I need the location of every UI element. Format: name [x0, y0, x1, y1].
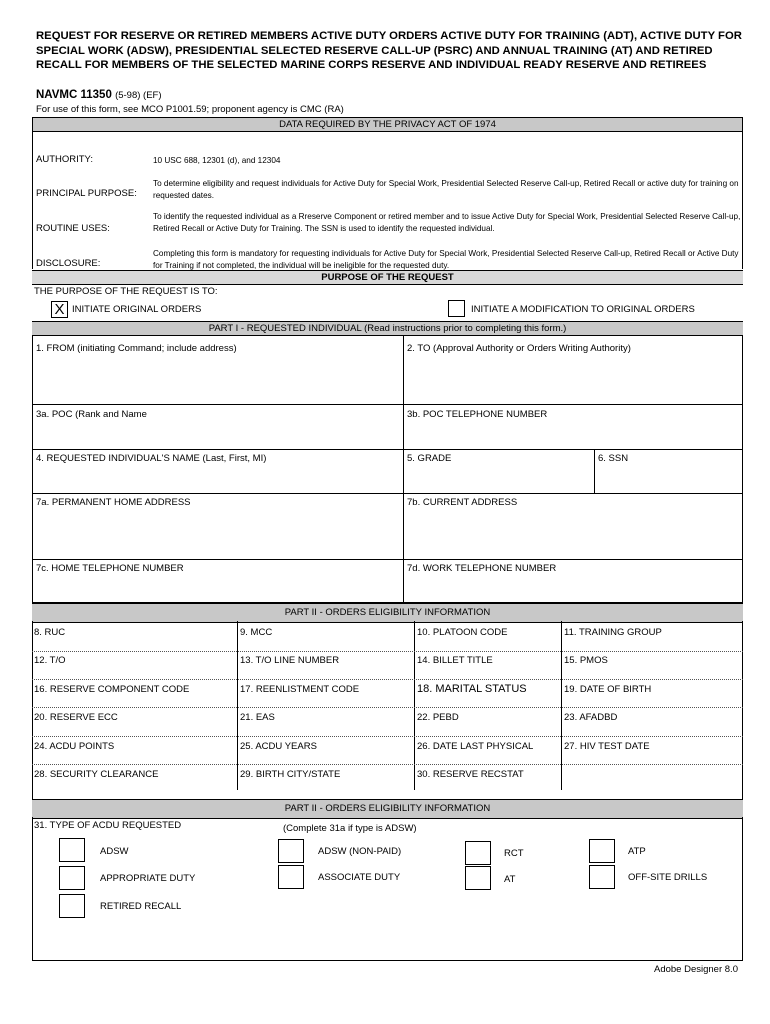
- appropriate-duty-checkbox[interactable]: [59, 866, 85, 890]
- offsite-drills-checkbox[interactable]: [589, 865, 615, 889]
- designer-footer: Adobe Designer 8.0: [654, 964, 738, 975]
- field-current-address[interactable]: 7b. CURRENT ADDRESS: [407, 497, 518, 508]
- retired-recall-label: RETIRED RECALL: [100, 901, 182, 912]
- part2-field-3-2[interactable]: 22. PEBD: [417, 712, 459, 723]
- part2-field-5-0[interactable]: 28. SECURITY CLEARANCE: [34, 769, 159, 780]
- adsw-nonpaid-label: ADSW (NON-PAID): [318, 846, 402, 857]
- principal-purpose-label: PRINCIPAL PURPOSE:: [36, 188, 137, 199]
- part2-field-5-1[interactable]: 29. BIRTH CITY/STATE: [240, 769, 341, 780]
- field-acdu-note: (Complete 31a if type is ADSW): [283, 823, 417, 834]
- part2-field-3-0[interactable]: 20. RESERVE ECC: [34, 712, 118, 723]
- field-acdu-type: 31. TYPE OF ACDU REQUESTED: [34, 820, 182, 831]
- routine-uses-text: To identify the requested individual as a Rreserve Component or retired member and to issue Active Duty for Special Work, Presidential Selected Reserve Call-up, Retired Recall or Active Duty for Training. The SSN is used to identify the requested individual.: [153, 212, 741, 233]
- field-to[interactable]: 2. TO (Approval Authority or Orders Writing Authority): [407, 343, 631, 354]
- part2-field-3-1[interactable]: 21. EAS: [240, 712, 275, 723]
- at-checkbox[interactable]: [465, 866, 491, 890]
- adsw-label: ADSW: [100, 846, 129, 857]
- adsw-nonpaid-checkbox[interactable]: [278, 839, 304, 863]
- form-number: [36, 89, 162, 101]
- part2-field-4-2[interactable]: 26. DATE LAST PHYSICAL: [417, 741, 534, 752]
- authority-text: 10 USC 688, 12301 (d), and 12304: [153, 156, 281, 165]
- part2-field-4-1[interactable]: 25. ACDU YEARS: [240, 741, 317, 752]
- field-grade[interactable]: 5. GRADE: [407, 453, 452, 464]
- part2-field-4-0[interactable]: 24. ACDU POINTS: [34, 741, 115, 752]
- purpose-heading: PURPOSE OF THE REQUEST: [32, 270, 743, 285]
- part2-field-2-2[interactable]: 18. MARITAL STATUS: [417, 683, 527, 695]
- field-poc-phone[interactable]: 3b. POC TELEPHONE NUMBER: [407, 409, 548, 420]
- atp-label: ATP: [628, 846, 646, 857]
- at-label: AT: [504, 874, 516, 885]
- disclosure-text: Completing this form is mandatory for requesting individuals for Active Duty for Special Work, Presidential Selected Reserve Call-up, Retired Recall or Active Duty for Training if not completed, the individual will be ineligible for the requested duty.: [153, 249, 739, 270]
- atp-checkbox[interactable]: [589, 839, 615, 863]
- associate-duty-checkbox[interactable]: [278, 865, 304, 889]
- initiate-original-checkbox[interactable]: X: [51, 301, 68, 318]
- part2-field-3-3[interactable]: 23. AFADBD: [564, 712, 618, 723]
- field-poc-name[interactable]: 3a. POC (Rank and Name: [36, 409, 147, 420]
- part2-field-0-2[interactable]: 10. PLATOON CODE: [417, 627, 508, 638]
- principal-purpose-text: To determine eligibility and request individuals for Active Duty for Special Work, Presidential Selected Reserve Call-up, Retired Recall or active duty for training on requested dates.: [153, 179, 739, 200]
- part2-field-0-3[interactable]: 11. TRAINING GROUP: [564, 627, 662, 638]
- rct-checkbox[interactable]: [465, 841, 491, 865]
- privacy-heading: DATA REQUIRED BY THE PRIVACY ACT OF 1974: [32, 117, 743, 132]
- adsw-checkbox[interactable]: [59, 838, 85, 862]
- part2-field-0-1[interactable]: 9. MCC: [240, 627, 273, 638]
- part2-field-1-3[interactable]: 15. PMOS: [564, 655, 608, 666]
- part2-field-5-2[interactable]: 30. RESERVE RECSTAT: [417, 769, 524, 780]
- initiate-original-label: INITIATE ORIGINAL ORDERS: [72, 304, 202, 315]
- form-title: REQUEST FOR RESERVE OR RETIRED MEMBERS ACTIVE DUTY ORDERS ACTIVE DUTY FOR TRAINING (ADT), ACTIVE DUTY FOR SPECIAL WORK (ADSW), PRESIDENTIAL SELECTED RESERVE CALL-UP (PSRC) AND ANNUAL TRAINING (AT) AND RETIRED RECALL FOR MEMBERS OF THE SELECTED MARINE CORPS RESERVE AND INDIVIDUAL READY RESERVE AND RETIREES: [36, 30, 742, 72]
- part2-field-1-0[interactable]: 12. T/O: [34, 655, 66, 666]
- part3-heading: PART II - ORDERS ELIGIBILITY INFORMATION: [32, 799, 743, 819]
- retired-recall-checkbox[interactable]: [59, 894, 85, 918]
- field-ssn[interactable]: 6. SSN: [598, 453, 629, 464]
- field-work-phone[interactable]: 7d. WORK TELEPHONE NUMBER: [407, 563, 557, 574]
- part2-heading: PART II - ORDERS ELIGIBILITY INFORMATION: [32, 603, 743, 623]
- purpose-lead: THE PURPOSE OF THE REQUEST IS TO:: [34, 286, 218, 297]
- initiate-modification-label: INITIATE A MODIFICATION TO ORIGINAL ORDERS: [471, 304, 695, 315]
- part2-field-2-3[interactable]: 19. DATE OF BIRTH: [564, 684, 652, 695]
- part2-field-4-3[interactable]: 27. HIV TEST DATE: [564, 741, 650, 752]
- part2-field-2-1[interactable]: 17. REENLISTMENT CODE: [240, 684, 360, 695]
- authority-label: AUTHORITY:: [36, 154, 94, 165]
- rct-label: RCT: [504, 848, 524, 859]
- form-use-note: For use of this form, see MCO P1001.59; proponent agency is CMC (RA): [36, 104, 344, 115]
- part1-heading: PART I - REQUESTED INDIVIDUAL (Read instructions prior to completing this form.): [32, 321, 743, 336]
- routine-uses-label: ROUTINE USES:: [36, 223, 110, 234]
- disclosure-label: DISCLOSURE:: [36, 258, 101, 269]
- offsite-drills-label: OFF-SITE DRILLS: [628, 872, 708, 883]
- part2-field-1-1[interactable]: 13. T/O LINE NUMBER: [240, 655, 340, 666]
- field-individual-name[interactable]: 4. REQUESTED INDIVIDUAL'S NAME (Last, First, MI): [36, 453, 267, 464]
- field-home-phone[interactable]: 7c. HOME TELEPHONE NUMBER: [36, 563, 184, 574]
- part2-field-0-0[interactable]: 8. RUC: [34, 627, 66, 638]
- initiate-modification-checkbox[interactable]: [448, 300, 465, 317]
- appropriate-duty-label: APPROPRIATE DUTY: [100, 873, 196, 884]
- part2-field-1-2[interactable]: 14. BILLET TITLE: [417, 655, 493, 666]
- field-permanent-address[interactable]: 7a. PERMANENT HOME ADDRESS: [36, 497, 191, 508]
- field-from[interactable]: 1. FROM (initiating Command; include address): [36, 343, 237, 354]
- part2-field-2-0[interactable]: 16. RESERVE COMPONENT CODE: [34, 684, 190, 695]
- associate-duty-label: ASSOCIATE DUTY: [318, 872, 401, 883]
- form-number-text: NAVMC 11350: [36, 89, 112, 101]
- form-edition: (5-98) (EF): [115, 90, 162, 101]
